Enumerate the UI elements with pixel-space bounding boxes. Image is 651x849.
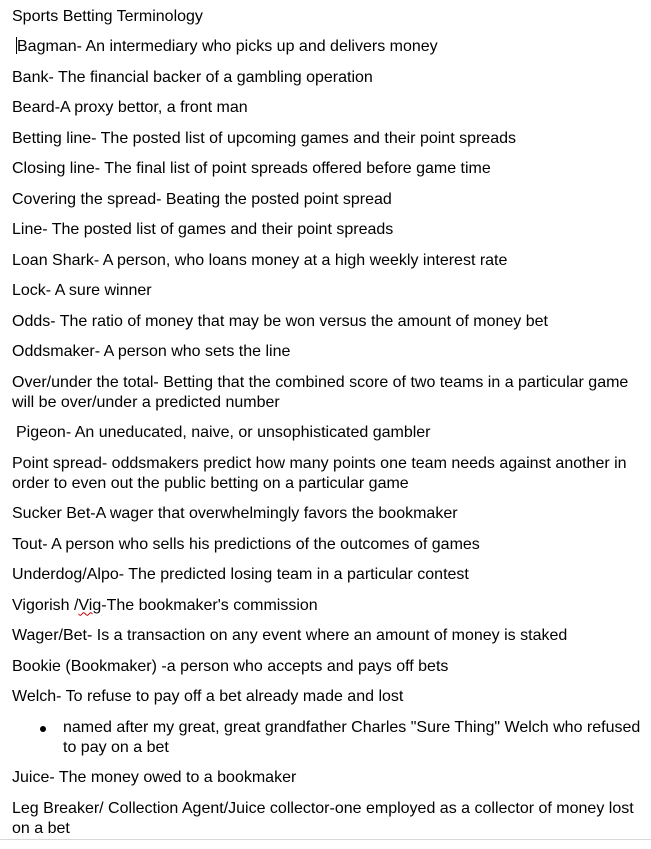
page-bottom-divider [0, 839, 651, 840]
term-pigeon [12, 423, 642, 443]
term-covering-the-spread: Covering the spread- Beating the posted point spread [12, 190, 392, 208]
term-over-under: Over/under the total- Betting that the combined score of two teams in a particular game will be over/under a predicted number [12, 373, 629, 411]
term-odds: Odds- The ratio of money that may be won versus the amount of money bet [12, 312, 548, 330]
term-pigeon-text: Pigeon- An uneducated, naive, or unsophisticated gambler [16, 424, 431, 441]
term-leg-breaker: Leg Breaker/ Collection Agent/Juice collector-one employed as a collector of money lost on a bet [12, 799, 634, 837]
term-underdog: Underdog/Alpo- The predicted losing team in a particular contest [12, 566, 469, 583]
term-bagman-text: Bagman- An intermediary who picks up and delivers money [17, 38, 438, 55]
term-welch: Welch- To refuse to pay off a bet already made and lost [12, 688, 404, 705]
welch-note-text: named after my great, great grandfather Charles "Sure Thing" Welch who refused to pay on a bet [63, 718, 641, 756]
term-lock: Lock- A sure winner [12, 282, 152, 299]
term-line: Line- The posted list of games and their point spreads [12, 221, 394, 238]
term-vigorish [12, 596, 642, 616]
term-bookie: Bookie (Bookmaker) -a person who accepts and pays off bets [12, 657, 449, 675]
term-beard: Beard-A proxy bettor, a front man [12, 99, 248, 116]
term-bagman [12, 37, 642, 57]
list-item [12, 718, 642, 758]
term-vigorish-after: -The bookmaker's commission [101, 596, 318, 614]
term-betting-line: Betting line- The posted list of upcoming games and their point spreads [12, 129, 516, 147]
bullet-icon [40, 726, 46, 732]
document-body[interactable] [12, 7, 642, 849]
term-loan-shark: Loan Shark- A person, who loans money at a high weekly interest rate [12, 251, 508, 269]
term-point-spread: Point spread- oddsmakers predict how many points one team needs against another in order to even out the public betting on a particular game [12, 454, 627, 492]
term-sucker-bet: Sucker Bet-A wager that overwhelmingly favors the bookmaker [12, 505, 458, 522]
term-oddsmaker: Oddsmaker- A person who sets the line [12, 343, 291, 360]
term-bank: Bank- The financial backer of a gambling operation [12, 68, 373, 86]
term-tout: Tout- A person who sells his predictions of the outcomes of games [12, 535, 480, 553]
document-title: Sports Betting Terminology [12, 8, 203, 25]
term-closing-line: Closing line- The final list of point spreads offered before game time [12, 160, 491, 177]
spelling-flagged-word[interactable]: Vig [78, 596, 102, 614]
term-wager: Wager/Bet- Is a transaction on any event where an amount of money is staked [12, 627, 568, 644]
welch-bullet-list [12, 718, 642, 758]
term-vigorish-before: Vigorish / [12, 596, 79, 614]
term-juice: Juice- The money owed to a bookmaker [12, 769, 297, 786]
